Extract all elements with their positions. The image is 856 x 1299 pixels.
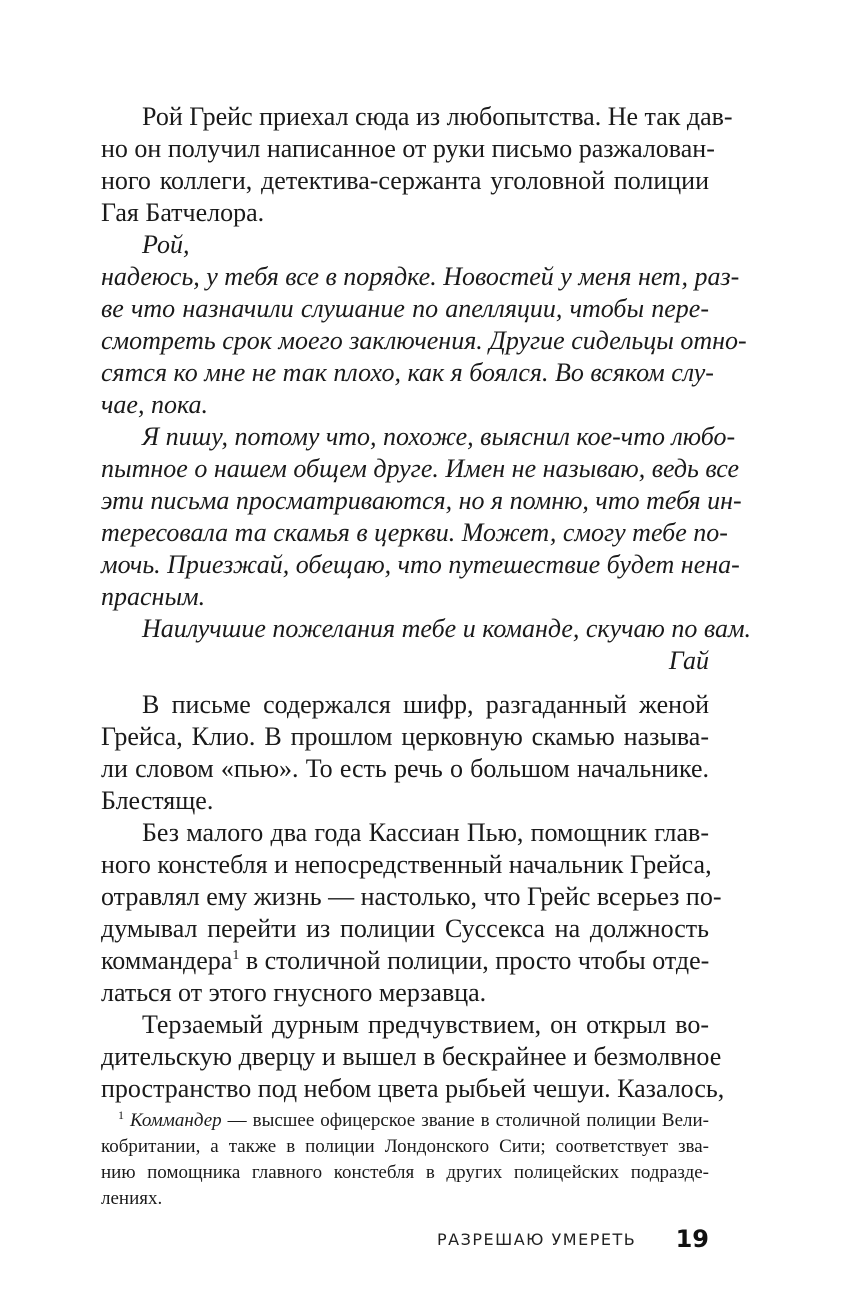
page-number: 19 — [675, 1225, 709, 1253]
paragraph-4-line: Терзаемый дурным предчувствием, он открыл во- — [142, 1010, 709, 1039]
paragraph-1-line: но он получил написанное от руки письмо разжалован- — [101, 134, 715, 163]
paragraph-1-line: ного коллеги, детектива-сержанта уголовной полиции — [101, 166, 709, 195]
paragraph-1-line: Гая Батчелора. — [101, 198, 265, 227]
letter-line: надеюсь, у тебя все в порядке. Новостей у меня нет, раз- — [101, 262, 740, 291]
paragraph-2-line: Блестяще. — [101, 786, 214, 815]
paragraph-2-line: В письме содержался шифр, разгаданный женой — [142, 690, 709, 719]
paragraph-2-line: ли словом «пью». То есть речь о большом начальнике. — [101, 754, 709, 783]
running-footer-title: РАЗРЕШАЮ УМЕРЕТЬ — [437, 1230, 637, 1249]
footnote-definition: — высшее офицерское звание в столичной полиции Вели- — [221, 1110, 709, 1131]
paragraph-2-line: Грейса, Клио. В прошлом церковную скамью называ- — [101, 722, 709, 751]
paragraph-3-line: латься от этого гнусного мерзавца. — [101, 978, 487, 1007]
footnote-line: нию помощника главного констебля в других полицейских подразде- — [101, 1162, 709, 1183]
paragraph-3-line: ного констебля и непосредственный начальник Грейса, — [101, 850, 712, 879]
paragraph-3-line: отравлял ему жизнь — настолько, что Грейс всерьез по- — [101, 882, 722, 911]
letter-line: прасным. — [101, 582, 206, 611]
footnote-line: лениях. — [101, 1188, 163, 1209]
paragraph-4-line: пространство под небом цвета рыбьей чешуи. Казалось, — [101, 1074, 725, 1103]
letter-line: пытное о нашем общем друге. Имен не называю, ведь все — [101, 454, 740, 483]
letter-signature: Гай — [668, 646, 709, 675]
letter-line: ве что назначили слушание по апелляции, чтобы пере- — [101, 294, 709, 323]
letter-line: чае, пока. — [101, 390, 208, 419]
paragraph-3-line-with-footnote-ref — [101, 945, 709, 977]
letter-line: сятся ко мне не так плохо, как я боялся. Во всяком слу- — [101, 358, 714, 387]
footnote-mark: 1 — [118, 1108, 124, 1122]
letter-closing: Наилучшие пожелания тебе и команде, скучаю по вам. — [142, 614, 752, 643]
letter-line: Я пишу, потому что, похоже, выяснил кое-что любо- — [142, 422, 736, 451]
letter-line: эти письма просматриваются, но я помню, что тебя ин- — [101, 486, 742, 515]
letter-line: мочь. Приезжай, обещаю, что путешествие будет нена- — [101, 550, 740, 579]
paragraph-4-line: дительскую дверцу и вышел в бескрайнее и безмолвное — [101, 1042, 722, 1071]
footnote-line — [118, 1108, 709, 1134]
footnote-term: Коммандер — [130, 1110, 222, 1131]
paragraph-1-line: Рой Грейс приехал сюда из любопытства. Не так дав- — [142, 102, 733, 131]
commander-word: коммандера — [101, 946, 233, 975]
paragraph-3-line: думывал перейти из полиции Суссекса на должность — [101, 914, 709, 943]
paragraph-3-line: Без малого два года Кассиан Пью, помощник глав- — [142, 818, 709, 847]
footnote-reference[interactable]: 1 — [232, 948, 240, 963]
footnote-line: кобритании, а также в полиции Лондонского Сити; соответствует зва- — [101, 1136, 709, 1157]
letter-line: смотреть срок моего заключения. Другие сидельцы отно- — [101, 326, 747, 355]
paragraph-3-line-rest: в столичной полиции, просто чтобы отде- — [239, 946, 710, 975]
letter-greeting: Рой, — [142, 230, 190, 259]
letter-line: тересовала та скамья в церкви. Может, смогу тебе по- — [101, 518, 728, 547]
